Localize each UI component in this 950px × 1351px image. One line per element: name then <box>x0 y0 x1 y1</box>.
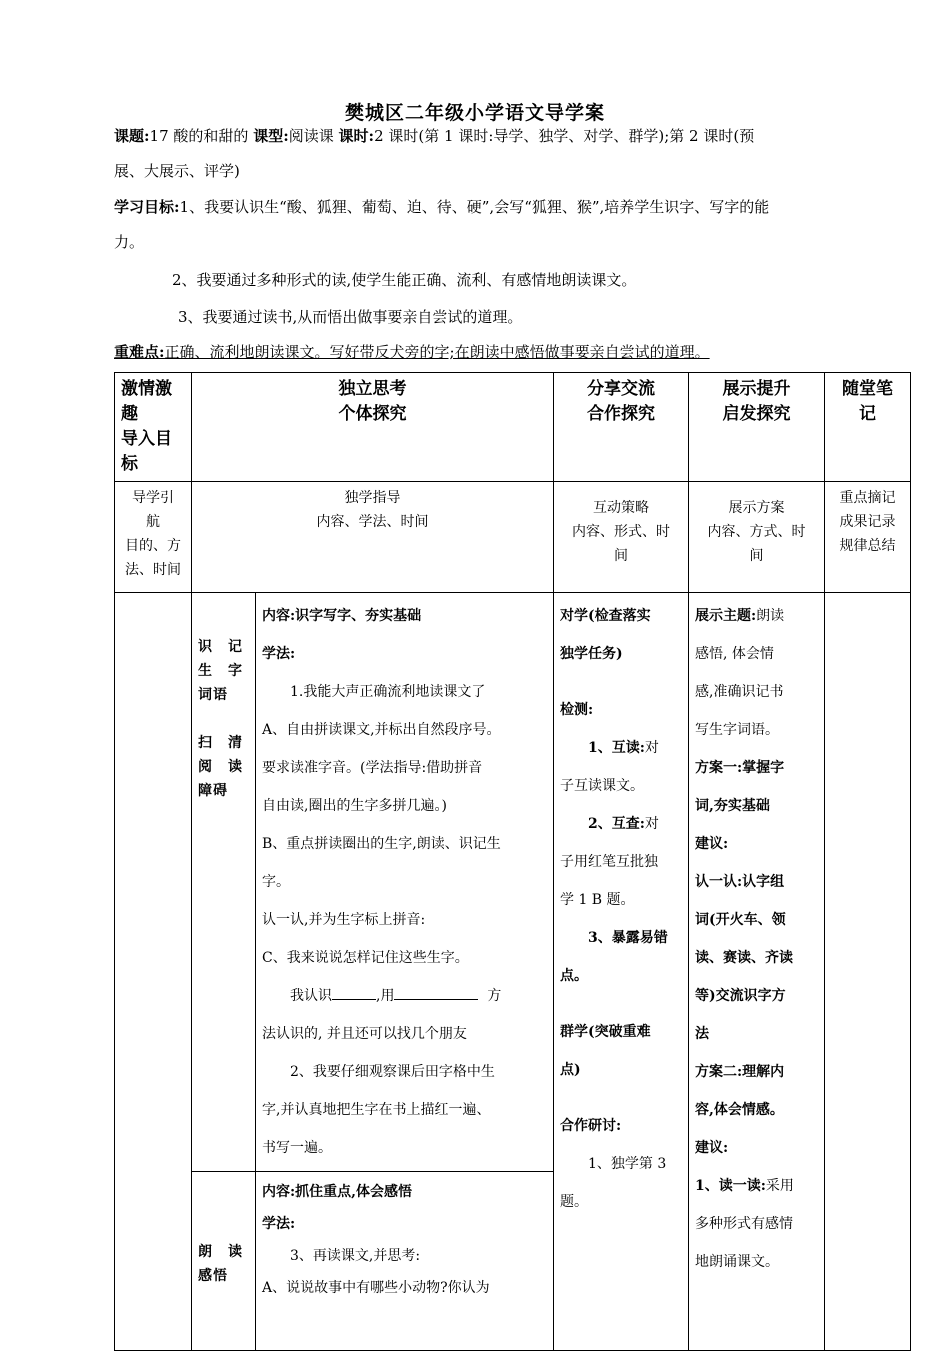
topic-label: 课题: <box>114 127 150 145</box>
blank-2[interactable] <box>394 985 478 1000</box>
header-intro: 激情激 趣 导入目 标 <box>115 373 192 482</box>
goal-2: 2、我要通过多种形式的读,使学生能正确、流利、有感情地朗读课文。 <box>172 271 637 289</box>
header-show: 展示提升 启发探究 <box>689 373 825 482</box>
hours-value: 2 课时(第 1 课时:导学、独学、对学、群学);第 2 课时(预 <box>374 127 755 145</box>
key-points <box>114 342 710 362</box>
goal-1 <box>114 197 769 217</box>
meta-line-2: 展、大展示、评学) <box>114 162 240 180</box>
key-points-label: 重难点: <box>114 343 165 361</box>
fill-in-line: 我认识 ,用 方 <box>262 977 547 1015</box>
sub-show: 展示方案 内容、方式、时 间 <box>689 482 825 593</box>
header-independent: 独立思考 个体探究 <box>192 373 554 482</box>
key-points-value: 正确、流利地朗读课文。写好带反犬旁的字;在朗读中感悟做事要亲自尝试的道理。 <box>164 343 710 361</box>
block-literacy: 内容:识字写字、夯实基础 学法: 1.我能大声正确流利地读课文了 A、自由拼读课文,并标出自然段序号。 要求读准字音。(学法指导:借助拼音 自由读,圈出的生字多拼几遍。) B、重点拼读圈出的生字,朗读、识记生 字。 认一认,并为生字标上拼音: C、我来说说怎样记住这些生字。 我认识 ,用 方 法认识的, 并且还可以找几个朋友 2、我要仔细观察课后田字格中生 字,并认真地把生字在书上描红一遍、 书写一遍。 <box>256 593 554 1172</box>
sub-share: 互动策略 内容、形式、时 间 <box>554 482 689 593</box>
goals-label: 学习目标: <box>114 198 180 216</box>
type-label: 课型: <box>253 127 289 145</box>
intro-cell <box>115 593 192 1351</box>
meta-line-1 <box>114 126 754 146</box>
col-share: 对学(检查落实 独学任务) 检测: 1、互读:对 子互读课文。 2、互查:对 子用红笔互批独 学 1 B 题。 3、暴露易错 点。 群学(突破重难 点) 合作研讨: 1、独学第 3 题。 <box>554 593 689 1351</box>
header-notes: 随堂笔 记 <box>825 373 911 482</box>
topic-value: 17 酸的和甜的 <box>149 127 249 145</box>
col-show: 展示主题:朗读 感悟, 体会情 感,准确识记书 写生字词语。 方案一:掌握字 词,夯实基础 建议: 认一认:认字组 词(开火车、领 读、赛读、齐读 等)交流识字方 法 方案二:理解内 容,体会情感。 建议: 1、读一读:采用 多种形式有感情 地朗诵课文。 <box>689 593 825 1351</box>
goal-1-cont: 力。 <box>114 233 145 251</box>
lesson-table <box>114 372 911 1351</box>
sub-independent: 独学指导 内容、学法、时间 <box>192 482 554 593</box>
blank-1[interactable] <box>332 985 376 1000</box>
goal-1-text: 1、我要认识生“酸、狐狸、葡萄、迫、待、硬”,会写“狐狸、猴”,培养学生识字、写字的能 <box>179 198 770 216</box>
goal-3: 3、我要通过读书,从而悟出做事要亲自尝试的道理。 <box>178 308 523 326</box>
col-notes[interactable] <box>825 593 911 1351</box>
sub-intro: 导学引 航 目的、方 法、时间 <box>115 482 192 593</box>
header-share: 分享交流 合作探究 <box>554 373 689 482</box>
label-reading: 朗 读 感悟 <box>192 1172 256 1351</box>
hours-label: 课时: <box>338 127 375 145</box>
block-reading: 内容:抓住重点,体会感悟 学法: 3、再读课文,并思考: A、说说故事中有哪些小动物?你认为 <box>256 1172 554 1351</box>
document-title: 樊城区二年级小学语文导学案 <box>344 102 605 124</box>
label-literacy: 识 记 生 字 词语 扫 清 阅 读 障碍 <box>192 593 256 1172</box>
type-value: 阅读课 <box>288 127 334 145</box>
sub-notes: 重点摘记 成果记录 规律总结 <box>825 482 911 593</box>
